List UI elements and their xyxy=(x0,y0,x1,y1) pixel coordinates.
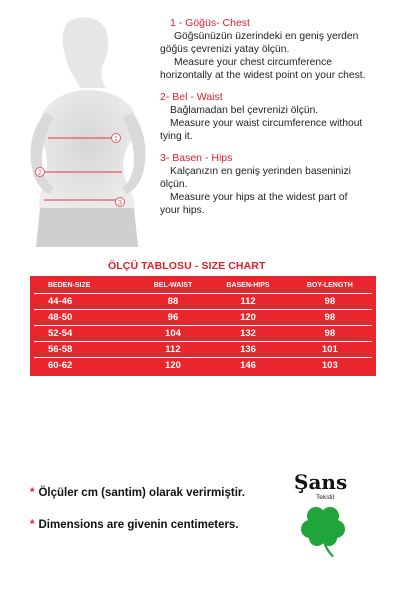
cell-length: 98 xyxy=(288,325,372,341)
chest-marker-number: 1 xyxy=(114,136,118,143)
cell-waist: 96 xyxy=(138,309,209,325)
note-english xyxy=(30,519,239,531)
table-header-row xyxy=(34,279,372,293)
col-header-hips: BASEN-HIPS xyxy=(226,282,270,290)
waist-en-line-2: tying it. xyxy=(160,131,193,142)
clover-icon xyxy=(298,502,348,558)
size-table-grid xyxy=(34,279,372,373)
cell-size: 56-58 xyxy=(34,341,138,357)
cell-hips: 136 xyxy=(208,341,287,357)
note-star: * xyxy=(30,519,35,531)
cell-waist: 104 xyxy=(138,325,209,341)
waist-instruction xyxy=(160,91,396,143)
chest-instruction xyxy=(160,17,396,82)
chest-en-line-1: Measure your chest circumference xyxy=(174,57,332,68)
cell-size: 44-46 xyxy=(34,293,138,309)
cell-length: 98 xyxy=(288,309,372,325)
cell-size: 52-54 xyxy=(34,325,138,341)
skirt-shape xyxy=(36,208,138,247)
cell-hips: 112 xyxy=(208,293,287,309)
cell-hips: 120 xyxy=(208,309,287,325)
chest-en-line-2: horizontally at the widest point on your chest. xyxy=(160,70,366,81)
cell-waist: 120 xyxy=(138,357,209,373)
table-row xyxy=(34,293,372,309)
chest-title: 1 - Göğüs- Chest xyxy=(170,17,250,29)
torso-shape xyxy=(39,90,135,212)
cell-length: 101 xyxy=(288,341,372,357)
size-chart-table xyxy=(30,276,376,376)
hips-en-line-1: Measure your hips at the widest part of xyxy=(170,192,348,203)
brand-name: Şans xyxy=(294,470,348,494)
cell-waist: 112 xyxy=(138,341,209,357)
head-shape xyxy=(63,17,109,88)
hips-instruction xyxy=(160,152,396,217)
cell-size: 48-50 xyxy=(34,309,138,325)
brand-logo xyxy=(286,470,358,560)
col-header-waist: BEL-WAIST xyxy=(153,282,193,290)
waist-tr-line-1: Bağlamadan bel çevrenizi ölçün. xyxy=(170,105,319,116)
size-chart-title: ÖLÇÜ TABLOSU - SIZE CHART xyxy=(108,260,266,272)
waist-title: 2- Bel - Waist xyxy=(160,91,223,103)
silhouette-svg xyxy=(10,12,155,247)
col-header-length: BOY-LENGTH xyxy=(306,282,353,290)
cell-length: 103 xyxy=(288,357,372,373)
waist-marker-number: 2 xyxy=(38,170,42,177)
table-row xyxy=(34,357,372,373)
table-row xyxy=(34,309,372,325)
hips-en-line-2: your hips. xyxy=(160,205,205,216)
col-header-size: BEDEN-SIZE xyxy=(48,282,91,290)
table-row xyxy=(34,325,372,341)
hips-title: 3- Basen - Hips xyxy=(160,152,233,164)
note-turkish-text: Ölçüler cm (santim) olarak verirmiştir. xyxy=(38,487,245,499)
note-english-text: Dimensions are givenin centimeters. xyxy=(38,519,239,531)
cell-size: 60-62 xyxy=(34,357,138,373)
hips-marker-number: 3 xyxy=(118,200,122,207)
body-silhouette-figure xyxy=(10,12,155,247)
table-row xyxy=(34,341,372,357)
chest-tr-line-1: Göğsünüzün üzerindeki en geniş yerden xyxy=(174,31,359,42)
cell-hips: 132 xyxy=(208,325,287,341)
waist-en-line-1: Measure your waist circumference without xyxy=(170,118,363,129)
cell-waist: 88 xyxy=(138,293,209,309)
measurement-instructions xyxy=(160,17,396,226)
chest-tr-line-2: göğüs çevrenizi yatay ölçün. xyxy=(160,44,290,55)
cell-hips: 146 xyxy=(208,357,287,373)
note-star: * xyxy=(30,487,35,499)
brand-subtitle: Tekstil xyxy=(316,494,335,501)
cell-length: 98 xyxy=(288,293,372,309)
hips-tr-line-1: Kalçanızın en geniş yerinden baseninizi xyxy=(170,166,351,177)
hips-tr-line-2: ölçün. xyxy=(160,179,188,190)
note-turkish xyxy=(30,487,245,499)
